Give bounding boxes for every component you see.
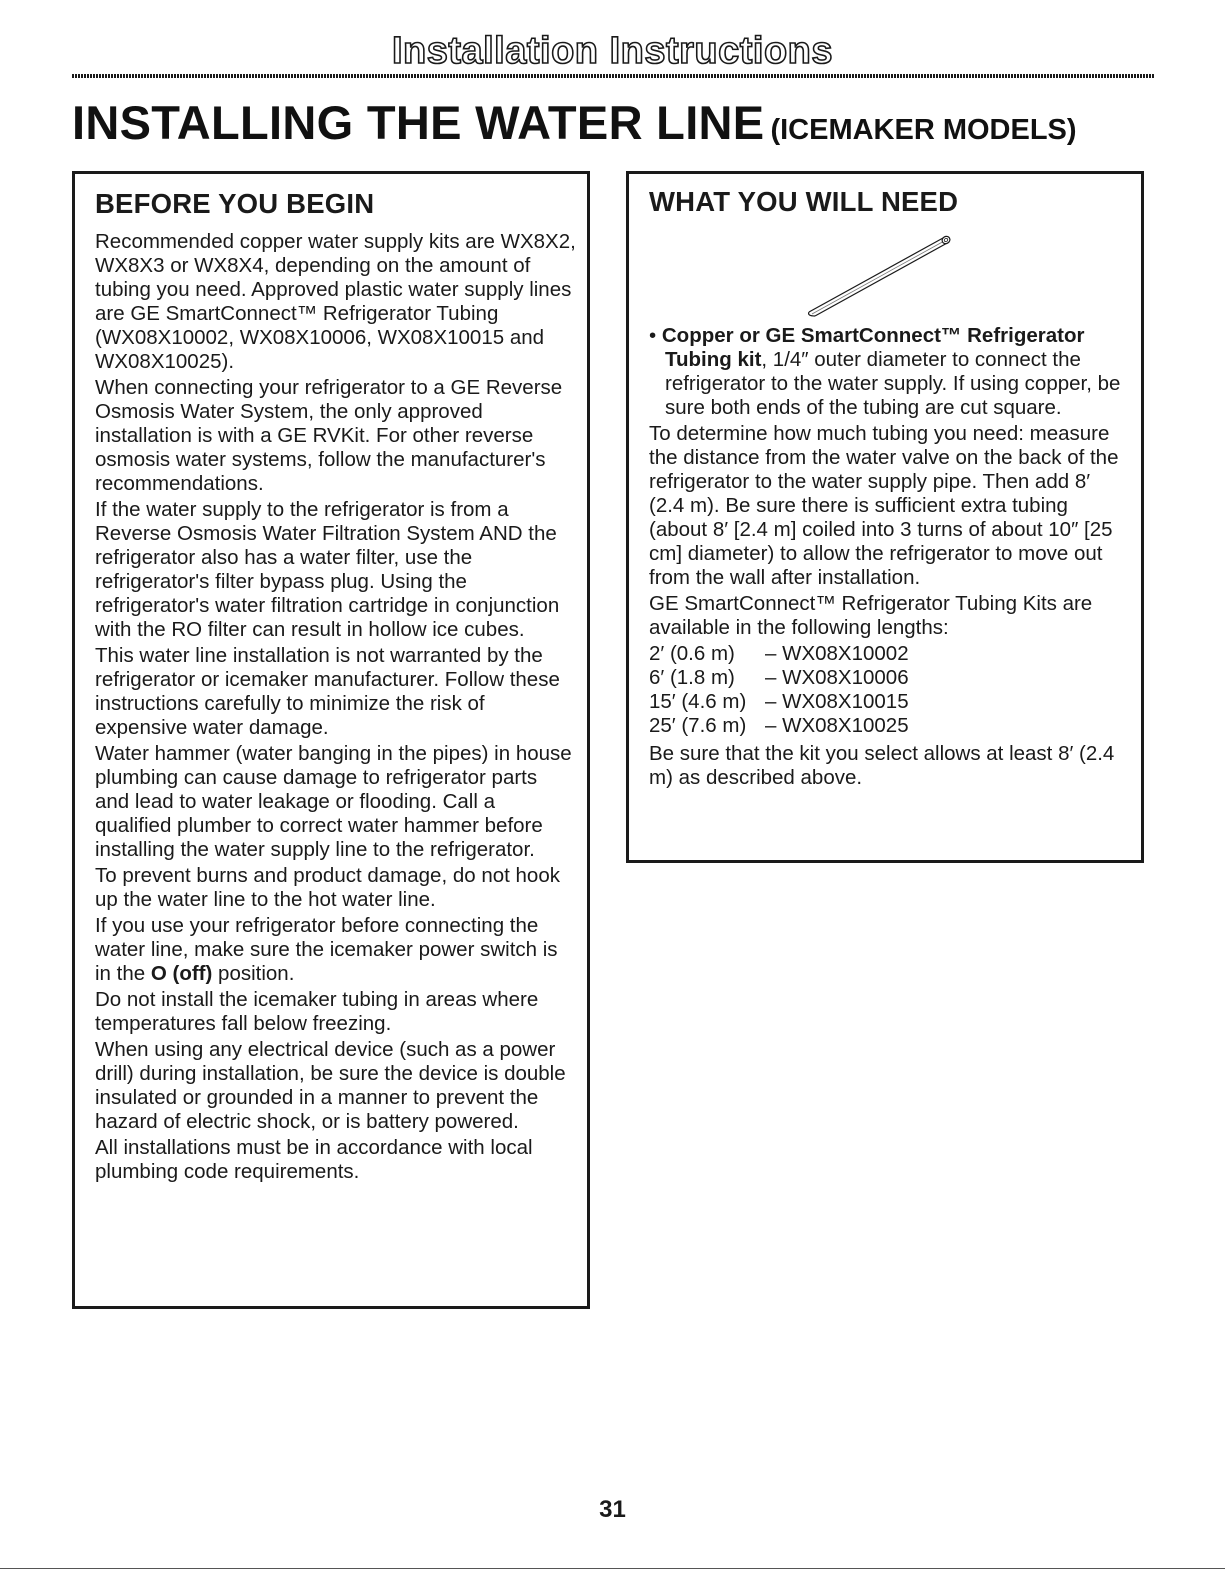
page-header-title: Installation Instructions	[391, 30, 834, 72]
paragraph-recommended-kits: Recommended copper water supply kits are WX8X2, WX8X3 or WX8X4, depending on the amount of tubing you need. Approved plastic water supply lines are GE SmartConnect™ Refrigerator Tubing (WX08X10002, WX08X10006, WX08X10015 and WX08X10025).	[95, 230, 576, 373]
tubing-icon	[799, 228, 959, 318]
paragraph-hot-water: To prevent burns and product damage, do not hook up the water line to the hot water line.	[95, 864, 560, 911]
kit-length: 6′ (1.8 m)	[649, 666, 735, 689]
kit-part-number: – WX08X10002	[765, 642, 909, 665]
kit-length: 25′ (7.6 m)	[649, 714, 747, 737]
list-item	[649, 690, 1131, 714]
header-divider	[72, 74, 1154, 78]
section-title-subtitle: (ICEMAKER MODELS)	[770, 114, 1077, 146]
before-you-begin-heading: BEFORE YOU BEGIN	[95, 188, 375, 219]
tubing-illustration	[649, 228, 1131, 318]
before-you-begin-box	[72, 171, 590, 1309]
switch-text-before: If you use your refrigerator before connecting the water line, make sure the icemaker power switch is in the	[95, 914, 558, 985]
kit-part-number: – WX08X10025	[765, 714, 909, 737]
list-item	[649, 666, 1131, 690]
paragraph-water-hammer: Water hammer (water banging in the pipes) in house plumbing can cause damage to refrigerator parts and lead to water leakage or flooding. Call a qualified plumber to correct water hammer before installing the water supply line to the refrigerator.	[95, 742, 572, 861]
section-title-main: INSTALLING THE WATER LINE	[72, 96, 765, 149]
kit-length: 15′ (4.6 m)	[649, 690, 747, 713]
paragraph-freezing: Do not install the icemaker tubing in areas where temperatures fall below freezing.	[95, 988, 539, 1035]
paragraph-warranty: This water line installation is not warranted by the refrigerator or icemaker manufacturer. Follow these instructions carefully to minimize the risk of expensive water damage.	[95, 644, 560, 739]
switch-off-label: O (off)	[150, 962, 213, 985]
page-number: 31	[599, 1496, 626, 1523]
paragraph-kits-intro: GE SmartConnect™ Refrigerator Tubing Kits are available in the following lengths:	[649, 592, 1093, 639]
switch-text-after: position.	[212, 962, 295, 985]
kit-length: 2′ (0.6 m)	[649, 642, 735, 665]
section-title	[72, 95, 1077, 150]
paragraph-filter-bypass: If the water supply to the refrigerator is from a Reverse Osmosis Water Filtration System AND the refrigerator also has a water filter, use the refrigerator's filter bypass plug. Using the refrigerator's water filtration cartridge in conjunction with the RO filter can result in hollow ice cubes.	[95, 498, 560, 641]
paragraph-kit-selection: Be sure that the kit you select allows at least 8′ (2.4 m) as described above.	[649, 742, 1115, 789]
kit-part-number: – WX08X10015	[765, 690, 909, 713]
tubing-kit-bullet: • Copper or GE SmartConnect™ Refrigerator Tubing kit, 1/4″ outer diameter to connect the refrigerator to the water supply. If using copper, be sure both ends of the tubing are cut square.	[649, 324, 1121, 419]
paragraph-determine-tubing: To determine how much tubing you need: measure the distance from the water valve on the back of the refrigerator to the water supply pipe. Then add 8′ (2.4 m). Be sure there is sufficient extra tubing (about 8′ [2.4 m] coiled into 3 turns of about 10″ [25 cm] diameter) to allow the refrigerator to move out from the wall after installation.	[649, 422, 1119, 589]
paragraph-icemaker-switch	[95, 914, 577, 986]
what-you-will-need-box	[626, 171, 1144, 863]
paragraph-electrical-device: When using any electrical device (such as a power drill) during installation, be sure the device is double insulated or grounded in a manner to prevent the hazard of electric shock, or is battery powered.	[95, 1038, 566, 1133]
list-item	[649, 642, 1131, 666]
kit-lengths-list	[649, 642, 1131, 738]
kit-part-number: – WX08X10006	[765, 666, 909, 689]
paragraph-plumbing-code: All installations must be in accordance with local plumbing code requirements.	[95, 1136, 533, 1183]
tubing-kit-text: , 1/4″ outer diameter to connect the refrigerator to the water supply. If using copper, be sure both ends of the tubing are cut square.	[665, 348, 1121, 419]
paragraph-reverse-osmosis: When connecting your refrigerator to a GE Reverse Osmosis Water System, the only approved installation is with a GE RVKit. For other reverse osmosis water systems, follow the manufacturer's recommendations.	[95, 376, 563, 495]
tubing-kit-bold: Copper or GE SmartConnect™ Refrigerator Tubing kit	[661, 324, 1085, 371]
footer-divider	[0, 1568, 1225, 1569]
what-you-will-need-heading: WHAT YOU WILL NEED	[649, 186, 959, 217]
list-item	[649, 714, 1131, 738]
